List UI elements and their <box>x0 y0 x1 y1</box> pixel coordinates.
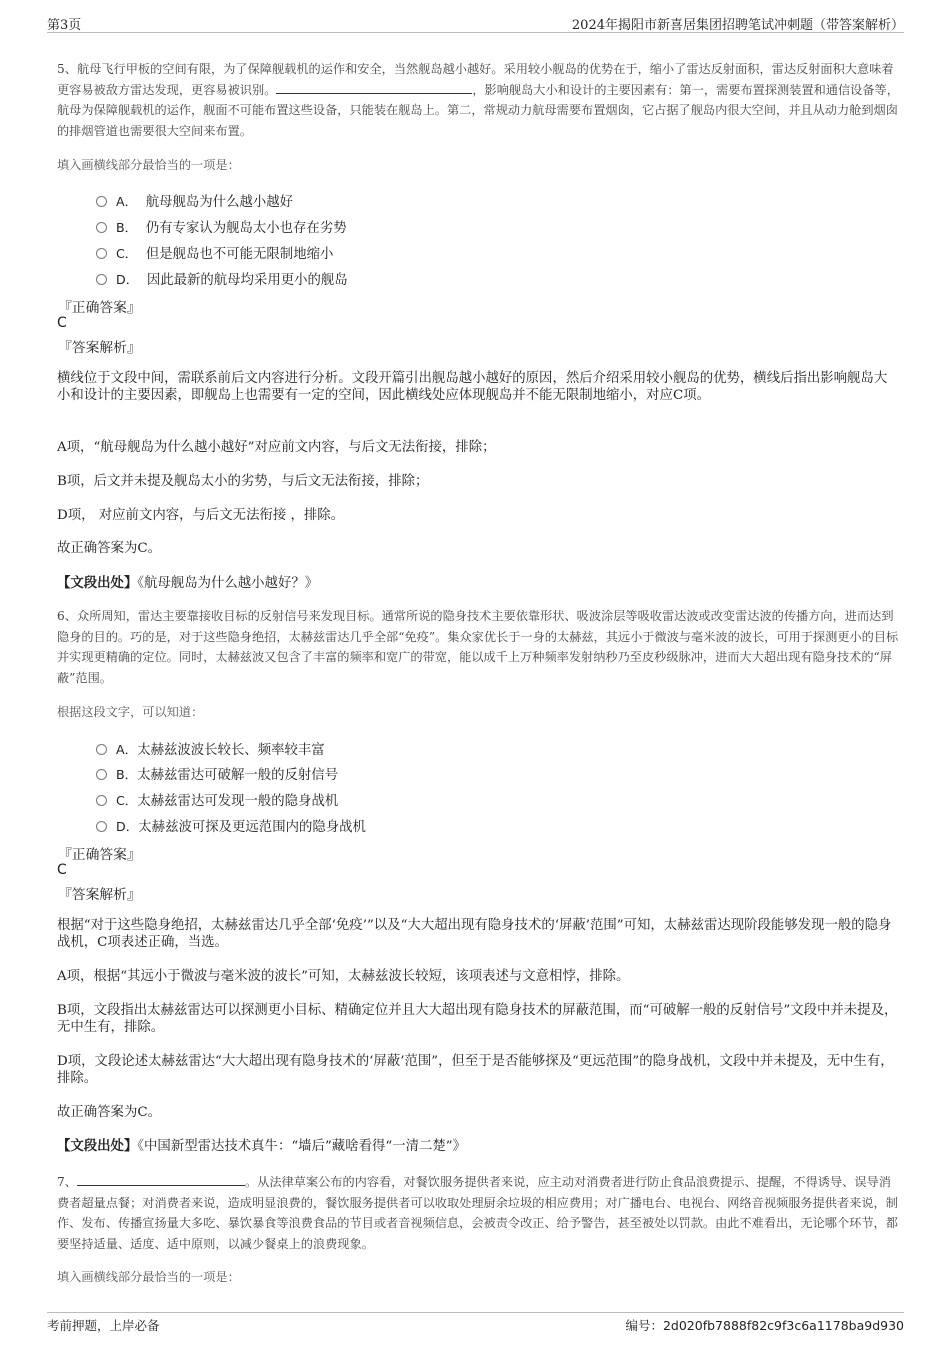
q7-number: 7、 <box>57 1175 77 1189</box>
document-code: 编号：2d020fb7888f82c9f3c6a1178ba9d930 <box>625 1318 904 1333</box>
q5-option-d[interactable]: D． 因此最新的航母均采用更小的舰岛 <box>96 269 348 288</box>
q6-source <box>57 1138 898 1156</box>
q6-option-b[interactable]: B．太赫兹雷达可破解一般的反射信号 <box>96 764 338 783</box>
radio-icon[interactable] <box>96 769 107 780</box>
q6-option-c[interactable]: C．太赫兹雷达可发现一般的隐身战机 <box>96 790 338 809</box>
q5-analysis-5: 故正确答案为C。 <box>57 541 161 556</box>
footer-slogan: 考前押题，上岸必备 <box>47 1318 160 1333</box>
page-number: 第3页 <box>47 18 82 33</box>
q5-analysis-1: 横线位于文段中间，需联系前后文内容进行分析。文段开篇引出舰岛越小越好的原因，然后介绍采用较小舰岛的优势，横线后指出影响舰岛大小和设计的主要因素，即舰岛上也需要有一定的空间，因此横线处应体现舰岛并不能无限制地缩小，对应C项。 <box>57 371 888 403</box>
q5-analysis-3: B项，后文并未提及舰岛太小的劣势，与后文无法衔接，排除； <box>57 474 429 489</box>
q6-analysis-2: A项，根据“其远小于微波与毫米波的波长”可知，太赫兹波长较短，该项表述与文意相悖，排除。 <box>57 969 630 984</box>
q5-analysis-tag: 『答案解析』 <box>58 340 141 356</box>
q6-answer: C <box>57 862 67 878</box>
q5-analysis-2: A项，“航母舰岛为什么越小越好”对应前文内容，与后文无法衔接，排除； <box>57 440 496 455</box>
source-title: 《航母舰岛为什么越小越好？》 <box>137 576 319 591</box>
radio-icon[interactable] <box>96 744 107 755</box>
q6-option-d[interactable]: D．太赫兹波可探及更远范围内的隐身战机 <box>96 816 366 835</box>
q5-analysis-4: D项， 对应前文内容，与后文无法衔接 ，排除。 <box>57 508 345 523</box>
document-title: 2024年揭阳市新喜居集团招聘笔试冲刺题（带答案解析） <box>571 18 904 33</box>
q5-prompt: 填入画横线部分最恰当的一项是： <box>57 158 240 172</box>
radio-icon[interactable] <box>96 821 107 832</box>
q5-blank <box>276 81 472 94</box>
radio-icon[interactable] <box>96 196 107 207</box>
q6-analysis-1: 根据“对于这些隐身绝招，太赫兹雷达几乎全部‘免疫’”以及“大大超出现有隐身技术的‘屏蔽’范围”可知，太赫兹雷达现阶段能够发现一般的隐身战机，C项表述正确，当选。 <box>57 918 892 950</box>
q7-prompt: 填入画横线部分最恰当的一项是： <box>57 1270 240 1284</box>
page-header <box>47 10 904 33</box>
source-tag: 【文段出处】 <box>57 1138 138 1154</box>
source-title: 《中国新型雷达技术真牛：“墙后”藏啥看得“一清二楚”》 <box>137 1139 467 1154</box>
q5-option-b[interactable]: B． 仍有专家认为舰岛太小也存在劣势 <box>96 217 347 236</box>
source-tag: 【文段出处】 <box>57 575 138 591</box>
q5-option-a[interactable]: A． 航母舰岛为什么越小越好 <box>96 191 293 210</box>
q7-passage: 7、 。从法律草案公布的内容看，对餐饮服务提供者来说，应主动对消费者进行防止食品浪费提示、提醒，不得诱导、误导消费者超量点餐；对消费者来说，造成明显浪费的，餐饮服务提供者可以收取处理厨余垃圾的相应费用；对广播电台、电视台、网络音视频服务提供者来说，制作、发布、传播宣扬量大多吃、暴饮暴食等浪费食品的节目或者音视频信息，会被责令改正、给予警告，甚至被处以罚款。由此不难看出，无论哪个环节，都要坚持适量、适度、适中原则，以减少餐桌上的浪费现象。 <box>57 1175 898 1251</box>
q6-analysis-5: 故正确答案为C。 <box>57 1105 161 1120</box>
q5-option-c[interactable]: C． 但是舰岛也不可能无限制地缩小 <box>96 243 333 262</box>
q6-analysis-tag: 『答案解析』 <box>58 887 141 903</box>
q5-passage: 5、航母飞行甲板的空间有限，为了保障舰载机的运作和安全，当然舰岛越小越好。采用较小舰岛的优势在于，缩小了雷达反射面积，雷达反射面积大意味着更容易被敌方雷达发现，更容易被识别。 ，影响舰岛大小和设计的主要因素有：第一，需要布置探测装置和通信设备等，航母为保障舰载机的运作，舰面不可能布置这些设备，只能装在舰岛上。第二，常规动力航母需要布置烟囱，它占据了舰岛内很大空间，并且从动力舱到烟囱的排烟管道也需要很大空间来布置。 <box>57 62 899 138</box>
q6-analysis-3: B项，文段指出太赫兹雷达可以探测更小目标、精确定位并且大大超出现有隐身技术的屏蔽范围，而“可破解一般的反射信号”文段中并未提及，无中生有，排除。 <box>57 1003 898 1035</box>
radio-icon[interactable] <box>96 248 107 259</box>
radio-icon[interactable] <box>96 222 107 233</box>
q7-blank <box>77 1173 245 1186</box>
radio-icon[interactable] <box>96 795 107 806</box>
q6-answer-tag: 『正确答案』 <box>58 847 141 863</box>
radio-icon[interactable] <box>96 274 107 285</box>
q6-prompt: 根据这段文字，可以知道： <box>57 705 204 719</box>
q5-answer: C <box>57 315 67 331</box>
q5-source <box>57 575 898 593</box>
q5-answer-tag: 『正确答案』 <box>58 300 141 316</box>
page-footer <box>47 1312 904 1333</box>
q6-option-a[interactable]: A．太赫兹波波长较长、频率较丰富 <box>96 739 325 758</box>
q6-analysis-4: D项，文段论述太赫兹雷达“大大超出现有隐身技术的‘屏蔽’范围”，但至于是否能够探及“更远范围”的隐身战机，文段中并未提及，无中生有，排除。 <box>57 1054 894 1086</box>
q6-passage: 6、众所周知，雷达主要靠接收目标的反射信号来发现目标。通常所说的隐身技术主要依靠形状、吸波涂层等吸收雷达波或改变雷达波的传播方向，进而达到隐身的目的。巧的是，对于这些隐身绝招，太赫兹雷达几乎全部“免疫”。集众家优长于一身的太赫兹，其远小于微波与毫米波的波长，可用于探测更小的目标并实现更精确的定位。同时，太赫兹波又包含了丰富的频率和宽广的带宽，能以成千上万种频率发射纳秒乃至皮秒级脉冲，进而大大超出现有隐身技术的“屏蔽”范围。 <box>57 609 899 685</box>
